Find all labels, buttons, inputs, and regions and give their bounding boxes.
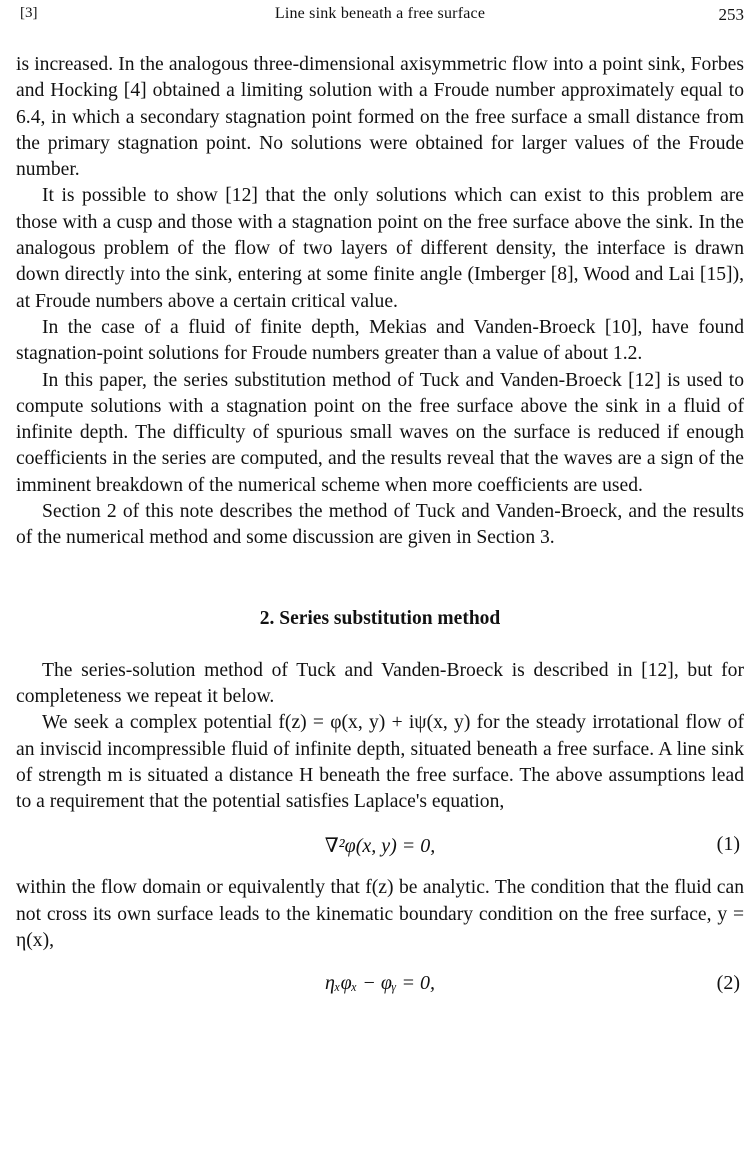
page-body <box>16 52 744 1014</box>
paragraph-cusp-solutions: It is possible to show [12] that the only solutions which can exist to this problem are those with a cusp and those with a stagnation point on the free surface above the sink. In the analogous problem of the flow of two layers of different density, the interface is drawn down directly into the sink, entering at some finite angle (Imberger [8], Wood and Lai [15]), at Froude numbers above a certain critical value. <box>16 185 744 312</box>
paragraph-kinematic-condition: within the flow domain or equivalently that f(z) be analytic. The condition that the fluid can not cross its own surface leads to the kinematic boundary condition on the free surface, y = η(x), <box>16 877 744 952</box>
paragraph-finite-depth: In the case of a fluid of finite depth, Mekias and Vanden-Broeck [10], have found stagnation-point solutions for Froude numbers greater than a value of about 1.2. <box>16 316 744 365</box>
section-heading: 2. Series substitution method <box>259 607 501 629</box>
running-header <box>16 2 744 28</box>
equation-1-number: (1) <box>716 833 740 856</box>
paragraph-outline: Section 2 of this note describes the method of Tuck and Vanden-Broeck, and the results of the numerical method and some discussion are given in Section 3. <box>16 501 744 549</box>
paragraph-method-intro: The series-solution method of Tuck and Vanden-Broeck is described in [12], but for completeness we repeat it below. <box>16 659 744 707</box>
equation-2-number: (2) <box>716 972 740 995</box>
running-title: Line sink beneath a free surface <box>274 5 486 22</box>
equation-2-body: ηₓφₓ − φᵧ = 0, <box>324 972 436 995</box>
equation-2 <box>16 954 744 1014</box>
section-marker: [3] <box>20 5 38 21</box>
equation-1 <box>16 815 744 875</box>
paragraph-continued: is increased. In the analogous three-dimensional axisymmetric flow into a point sink, Forbes and Hocking [4] obtained a limiting solution with a Froude number approximately equal to 6.4, in which a secondary stagnation point formed on the free surface a small distance from the primary stagnation point. No solutions were obtained for larger values of the Froude number. <box>16 54 744 181</box>
equation-1-body: ∇²φ(x, y) = 0, <box>324 835 436 858</box>
paragraph-this-paper: In this paper, the series substitution method of Tuck and Vanden-Broeck [12] is used to compute solutions with a stagnation point on the free surface above the sink in a fluid of infinite depth. The difficulty of spurious small waves on the surface is reduced if enough coefficients in the series are computed, and the results reveal that the waves are a sign of the imminent breakdown of the numerical scheme when more coefficients are used. <box>16 369 744 496</box>
page-number: 253 <box>718 5 744 24</box>
paragraph-complex-potential: We seek a complex potential f(z) = φ(x, y) + iψ(x, y) for the steady irrotational flow of an inviscid incompressible fluid of infinite depth, situated beneath a free surface. A line sink of strength m is situated a distance H beneath the free surface. The above assumptions lead to a requirement that the potential satisfies Laplace's equation, <box>16 712 744 813</box>
